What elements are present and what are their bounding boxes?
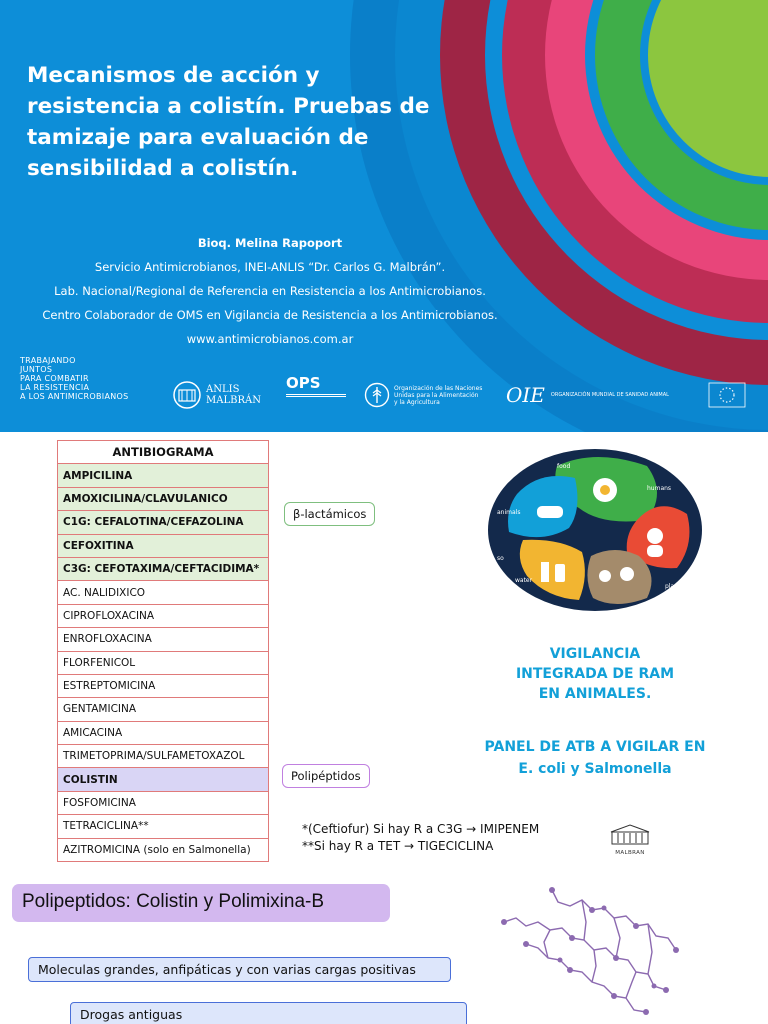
author-name: Bioq. Melina Rapoport: [197, 236, 343, 250]
fao-logo: [364, 375, 482, 415]
fao-text-3: y la Agricultura: [394, 398, 440, 406]
title-slide: [0, 0, 768, 432]
ops-logo-text: OPS: [286, 374, 321, 392]
table-row: TETRACICLINA**: [58, 815, 269, 838]
table-row: GENTAMICINA: [58, 698, 269, 721]
website-link[interactable]: www.antimicrobianos.com.ar: [186, 332, 354, 346]
beta-lactam-tag: β-lactámicos: [284, 502, 375, 526]
table-row: FLORFENICOL: [58, 651, 269, 674]
table-row: COLISTIN: [58, 768, 269, 791]
fao-emblem-icon: [364, 382, 390, 408]
oie-logo-text: OIE: [506, 383, 545, 407]
anlis-logo-text: ANLIS: [206, 384, 240, 395]
animals-label: animals: [497, 509, 521, 516]
malbran-building-logo: [609, 824, 651, 854]
fao-text-2: Unidas para la Alimentación: [394, 391, 479, 399]
plants-label: plants: [665, 583, 684, 590]
table-row: C1G: CEFALOTINA/CEFAZOLINA: [58, 511, 269, 534]
soil-label: so: [497, 555, 504, 562]
table-row: C3G: CEFOTAXIMA/CEFTACIDIMA*: [58, 557, 269, 580]
antibiogram-slide: [0, 432, 768, 864]
table-header: ANTIBIOGRAMA: [58, 441, 269, 464]
polypeptides-slide: [0, 864, 768, 1024]
bullet-old-drugs: Drogas antiguas: [70, 1002, 467, 1024]
table-row: TRIMETOPRIMA/SULFAMETOXAZOL: [58, 745, 269, 768]
vigilancia-line: INTEGRADA DE RAM: [515, 666, 675, 682]
tetracycline-note: **Si hay R a TET → TIGECICLINA: [302, 839, 494, 853]
eu-stars-icon: [708, 382, 746, 408]
ops-logo: [286, 375, 346, 415]
vigilancia-line: VIGILANCIA: [549, 646, 641, 662]
fao-text-1: Organización de las Naciones: [394, 384, 483, 392]
oie-subtitle: ORGANIZACIÓN MUNDIAL DE SANIDAD ANIMAL: [550, 392, 669, 398]
polypeptide-tag: Polipéptidos: [282, 764, 370, 788]
ceftiofur-note: *(Ceftiofur) Si hay R a C3G → IMIPENEM: [302, 822, 540, 836]
food-label: food: [557, 463, 571, 470]
table-row: AMICACINA: [58, 721, 269, 744]
anlis-logo: [172, 375, 261, 415]
affiliation-lab: Lab. Nacional/Regional de Referencia en Resistencia a los Antimicrobianos.: [54, 284, 486, 298]
bullet-large-molecules: Moleculas grandes, anfipáticas y con varias cargas positivas: [28, 957, 451, 982]
malbran-small-text: MALBRAN: [615, 850, 645, 856]
malbran-logo-text: MALBRÁN: [206, 395, 261, 406]
affiliation-who: Centro Colaborador de OMS en Vigilancia de Resistencia a los Antimicrobianos.: [42, 308, 498, 322]
slide-title: Polipeptidos: Colistin y Polimixina-B: [12, 884, 390, 922]
building-icon: [609, 824, 651, 846]
panel-line: E. coli y Salmonella: [518, 761, 672, 777]
table-row: FOSFOMICINA: [58, 791, 269, 814]
vigilancia-line: EN ANIMALES.: [538, 686, 652, 702]
campaign-line: LA RESISTENCIA: [20, 383, 90, 392]
water-label: water: [515, 577, 533, 584]
affiliation-service: Servicio Antimicrobianos, INEI-ANLIS “Dr. Carlos G. Malbrán”.: [94, 260, 446, 274]
oie-logo: [506, 375, 691, 415]
panel-line: PANEL DE ATB A VIGILAR EN: [484, 739, 706, 755]
colistin-molecule-structure: [496, 882, 692, 1024]
campaign-line: A LOS ANTIMICROBIANOS: [20, 392, 129, 401]
one-health-diagram: [487, 448, 703, 612]
eu-flag-logo: [708, 375, 746, 415]
vigilancia-title: [480, 644, 710, 704]
table-row: AC. NALIDIXICO: [58, 581, 269, 604]
campaign-line: PARA COMBATIR: [20, 374, 89, 383]
campaign-line: TRABAJANDO: [20, 356, 76, 365]
presentation-title: Mecanismos de acción y resistencia a colistín. Pruebas de tamizaje para evaluación de sensibilidad a colistín.: [27, 63, 430, 181]
campaign-line: JUNTOS: [20, 365, 53, 374]
table-row: AMPICILINA: [58, 464, 269, 487]
table-row: ENROFLOXACINA: [58, 628, 269, 651]
table-row: CIPROFLOXACINA: [58, 604, 269, 627]
anlis-emblem-icon: [172, 380, 202, 410]
table-row: AMOXICILINA/CLAVULANICO: [58, 487, 269, 510]
antibiogram-table: [57, 440, 269, 862]
table-row: AZITROMICINA (solo en Salmonella): [58, 838, 269, 861]
campaign-logo: [20, 356, 129, 401]
panel-title: [470, 736, 720, 780]
table-row: ESTREPTOMICINA: [58, 674, 269, 697]
humans-label: humans: [647, 485, 672, 492]
table-row: CEFOXITINA: [58, 534, 269, 557]
